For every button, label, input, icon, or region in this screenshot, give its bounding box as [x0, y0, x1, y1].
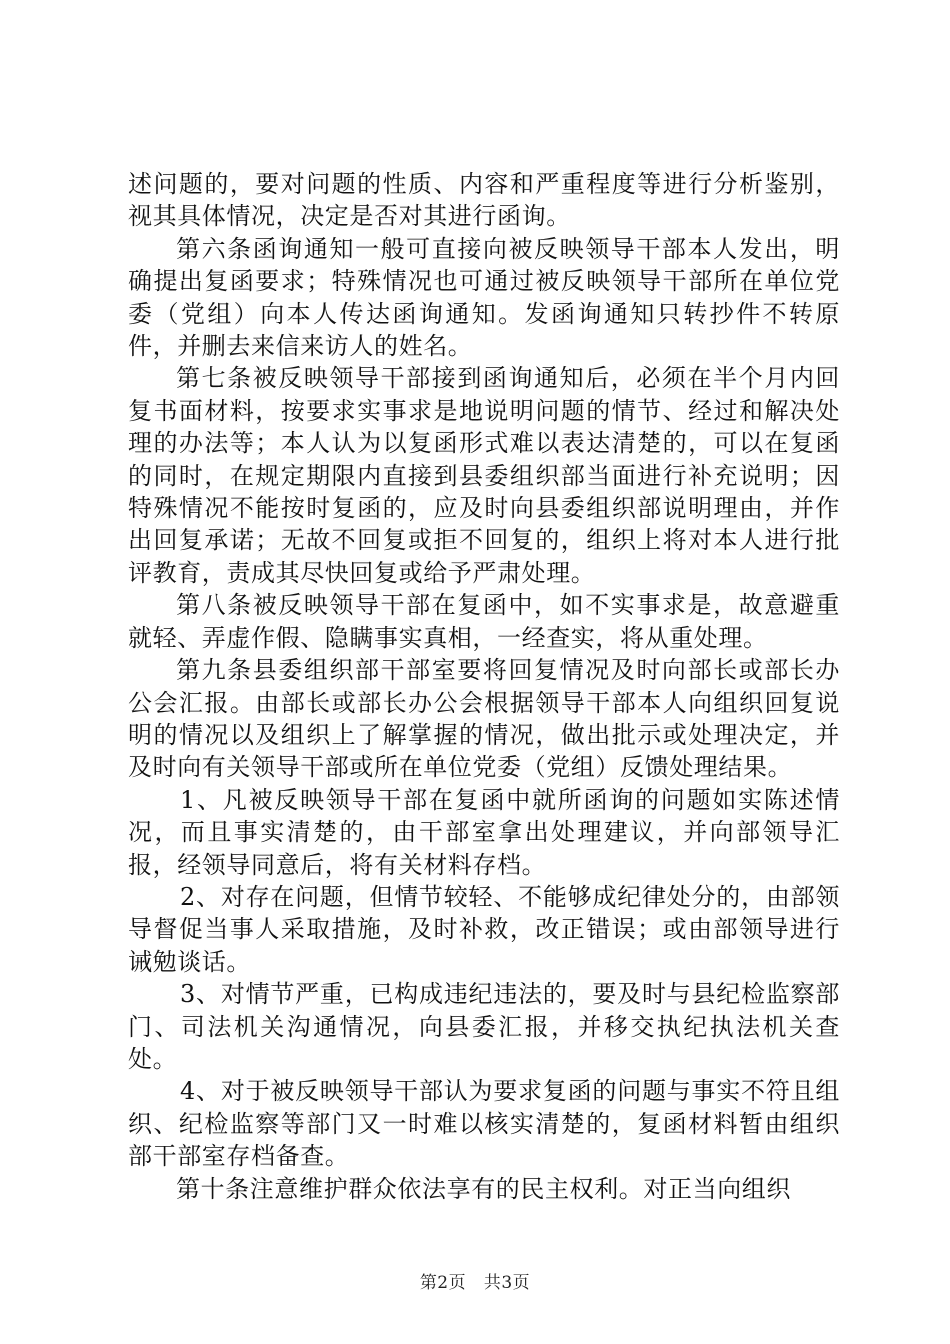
paragraph-article-9: 第九条县委组织部干部室要将回复情况及时向部长或部长办公会汇报。由部长或部长办公会根据领导干部本人向组织回复说明的情况以及组织上了解掌握的情况，做出批示或处理决定，并及时向有关领导干部或所在单位党委（党组）反馈处理结果。: [128, 656, 840, 782]
page-footer: [0, 1268, 950, 1293]
paragraph-continuation: 述问题的，要对问题的性质、内容和严重程度等进行分析鉴别，视其具体情况，决定是否对其进行函询。: [128, 170, 840, 231]
paragraph-item-1: 1、凡被反映领导干部在复函中就所函询的问题如实陈述情况，而且事实清楚的，由干部室拿出处理建议，并向部领导汇报，经领导同意后，将有关材料存档。: [128, 785, 840, 879]
paragraph-article-8: 第八条被反映领导干部在复函中，如不实事求是，故意避重就轻、弄虚作假、隐瞒事实真相，一经查实，将从重处理。: [128, 591, 840, 652]
paragraph-article-10: 第十条注意维护群众依法享有的民主权利。对正当向组织: [176, 1174, 791, 1203]
paragraph-article-6: 第六条函询通知一般可直接向被反映领导干部本人发出，明确提出复函要求；特殊情况也可通过被反映领导干部所在单位党委（党组）向本人传达函询通知。发函询通知只转抄件不转原件，并删去来信来访人的姓名。: [128, 234, 840, 361]
paragraph-item-4: 4、对于被反映领导干部认为要求复函的问题与事实不符且组织、纪检监察等部门又一时难以核实清楚的，复函材料暂由组织部干部室存档备查。: [128, 1077, 840, 1171]
page-total: 共3页: [483, 1273, 531, 1293]
page-number: 第2页: [419, 1273, 467, 1293]
document-body: [128, 168, 840, 1205]
paragraph-item-2: 2、对存在问题，但情节较轻、不能够成纪律处分的，由部领导督促当事人采取措施，及时补救，改正错误；或由部领导进行诫勉谈话。: [128, 882, 840, 976]
paragraph-item-3: 3、对情节严重，已构成违纪违法的，要及时与县纪检监察部门、司法机关沟通情况，向县委汇报，并移交执纪执法机关查处。: [128, 980, 840, 1073]
paragraph-article-7: 第七条被反映领导干部接到函询通知后，必须在半个月内回复书面材料，按要求实事求是地说明问题的情节、经过和解决处理的办法等；本人认为以复函形式难以表达清楚的，可以在复函的同时，在规定期限内直接到县委组织部当面进行补充说明；因特殊情况不能按时复函的，应及时向县委组织部说明理由，并作出回复承诺；无故不回复或拒不回复的，组织上将对本人进行批评教育，责成其尽快回复或给予严肃处理。: [128, 364, 840, 587]
